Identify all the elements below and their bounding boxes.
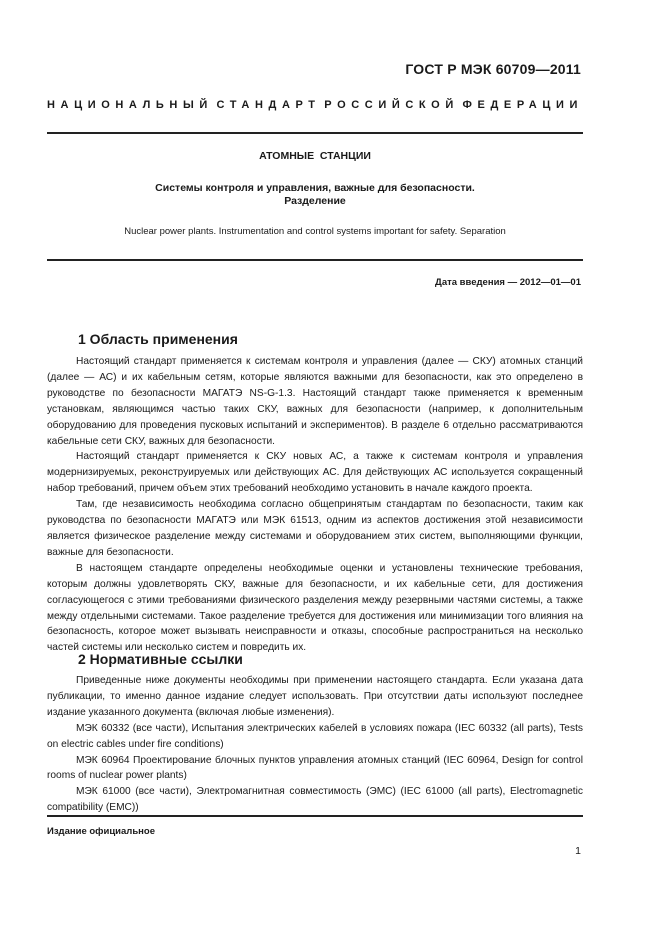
banner-word: РОССИЙСКОЙ [324,99,459,111]
paragraph: МЭК 60332 (все части), Испытания электрических кабелей в условиях пожара (IEC 60332 (all parts), Tests on electric cables under fire conditions) [47,722,583,750]
paragraph: В настоящем стандарте определены необходимые оценки и установлены технические требования, которым должны удовлетворять СКУ, важные для безопасности, и их кабельные сети, для достижения согласующегося с этими требованиями физического разделения между резервными частями системы, а также между отдельными системами. Такое разделение требуется для достижения или минимизации того влияния на безопасность, которое может вызывать неисправности и отказы, способные распространиться на несколько частей системы или несколько систем и повредить их. [47,562,583,654]
section-1-heading: 1 Область применения [78,331,238,347]
paragraph: МЭК 61000 (все части), Электромагнитная совместимость (ЭМС) (IEC 61000 (all parts), Electromagnetic compatibility (EMC)) [47,786,583,814]
paragraph: МЭК 60964 Проектирование блочных пунктов управления атомных станций (IEC 60964, Design for control rooms of nuclear power plants) [47,754,583,782]
document-title: АТОМНЫЕ СТАНЦИИ [259,150,371,162]
page-number: 1 [575,845,581,857]
top-divider [47,132,583,134]
section-2-heading: 2 Нормативные ссылки [78,651,243,667]
english-title: Nuclear power plants. Instrumentation and control systems important for safety. Separation [124,226,506,237]
subtitle-line: Системы контроля и управления, важные для безопасности. [155,182,475,194]
official-edition-label: Издание официальное [47,826,155,837]
paragraph: Там, где независимость необходима согласно общепринятым стандартам по безопасности, таким как руководства по безопасности МАГАТЭ или МЭК 61513, одним из аспектов достижения этой независимости является физическое разделение между системами и оборудованием этих систем, выполняющими функции, важные для безопасности. [47,499,583,558]
national-standard-banner [47,99,583,111]
paragraph: Настоящий стандарт применяется к системам контроля и управления (далее — СКУ) атомных станций (далее — АС) и их кабельным сетям, которые являются важными для безопасности, как это определено в руководстве по безопасности МАГАТЭ NS-G-1.3. Настоящий стандарт также применяется к временным установкам, являющимся частью таких СКУ, важных для безопасности (например, к дополнительным оборудованию для проведения пусковых испытаний и экспериментов). В разделе 6 отдельно рассматриваются кабельные сети СКУ, важных для безопасности. [47,356,583,447]
banner-word: СТАНДАРТ [216,99,321,111]
banner-word: ФЕДЕРАЦИИ [462,99,583,111]
standard-number: ГОСТ Р МЭК 60709—2011 [405,61,581,77]
paragraph: Приведенные ниже документы необходимы при применении настоящего стандарта. Если указана дата публикации, то именно данное издание следует использовать. При отсутствии даты используют последнее издание указанного документа (включая любые изменения). [47,675,583,718]
introduction-date: Дата введения — 2012—01—01 [435,277,581,288]
banner-word: НАЦИОНАЛЬНЫЙ [47,99,213,111]
title-divider [47,259,583,261]
document-subtitle [47,182,583,208]
footer-divider [47,815,583,817]
paragraph: Настоящий стандарт применяется к СКУ новых АС, а также к системам контроля и управления модернизируемых, реконструируемых или действующих АС. Для действующих АС используется сокращенный набор требований, причем объем этих требований необходимо установить в начале каждого проекта. [47,451,583,495]
subtitle-line: Разделение [284,195,346,207]
section-1-body [47,354,583,656]
section-2-body [47,673,583,816]
